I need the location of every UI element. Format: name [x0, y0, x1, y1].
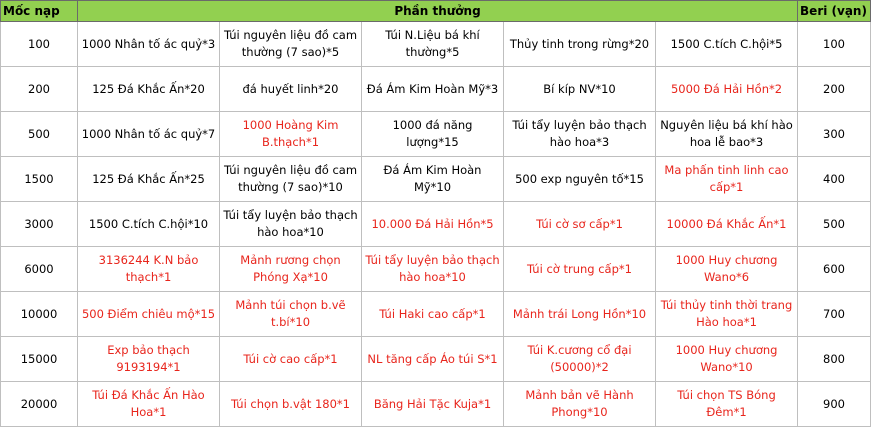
table-row	[1, 247, 871, 292]
beri-cell: 900	[798, 382, 871, 427]
header-row	[1, 1, 871, 22]
reward-cell: 500 exp nguyên tố*15	[504, 157, 656, 202]
moc-nap-cell: 100	[1, 22, 78, 67]
header-beri: Beri (vạn)	[798, 1, 871, 22]
beri-cell: 100	[798, 22, 871, 67]
reward-cell: Nguyên liệu bá khí hào hoa lễ bao*3	[656, 112, 798, 157]
reward-cell: Túi tẩy luyện bảo thạch hào hoa*10	[362, 247, 504, 292]
reward-cell: 3136244 K.N bảo thạch*1	[78, 247, 220, 292]
reward-cell: Túi nguyên liệu đồ cam thường (7 sao)*5	[220, 22, 362, 67]
reward-cell: 1500 C.tích C.hội*10	[78, 202, 220, 247]
reward-cell: Túi tẩy luyện bảo thạch hào hoa*10	[220, 202, 362, 247]
table-row	[1, 382, 871, 427]
header-moc-nap: Mốc nạp	[1, 1, 78, 22]
reward-cell: Mảnh rương chọn Phóng Xạ*10	[220, 247, 362, 292]
reward-cell: Đá Ám Kim Hoàn Mỹ*10	[362, 157, 504, 202]
moc-nap-cell: 20000	[1, 382, 78, 427]
reward-cell: Túi cờ trung cấp*1	[504, 247, 656, 292]
reward-cell: Đá Ám Kim Hoàn Mỹ*3	[362, 67, 504, 112]
reward-cell: 1000 Huy chương Wano*6	[656, 247, 798, 292]
moc-nap-cell: 10000	[1, 292, 78, 337]
beri-cell: 400	[798, 157, 871, 202]
reward-cell: Túi thủy tinh thời trang Hào hoa*1	[656, 292, 798, 337]
table-row	[1, 202, 871, 247]
table-body	[1, 22, 871, 427]
reward-cell: Băng Hải Tặc Kuja*1	[362, 382, 504, 427]
reward-cell: 1000 Nhân tố ác quỷ*3	[78, 22, 220, 67]
reward-cell: Túi N.Liệu bá khí thường*5	[362, 22, 504, 67]
reward-cell: Mảnh túi chọn b.vẽ t.bí*10	[220, 292, 362, 337]
table-row	[1, 67, 871, 112]
reward-cell: 1000 Huy chương Wano*10	[656, 337, 798, 382]
reward-cell: NL tăng cấp Áo túi S*1	[362, 337, 504, 382]
header-phan-thuong: Phần thưởng	[78, 1, 798, 22]
reward-cell: Túi Đá Khắc Ấn Hào Hoa*1	[78, 382, 220, 427]
beri-cell: 500	[798, 202, 871, 247]
table-row	[1, 337, 871, 382]
table-row	[1, 157, 871, 202]
moc-nap-cell: 6000	[1, 247, 78, 292]
beri-cell: 700	[798, 292, 871, 337]
beri-cell: 600	[798, 247, 871, 292]
reward-cell: Túi cờ cao cấp*1	[220, 337, 362, 382]
reward-cell: Túi chọn TS Bóng Đêm*1	[656, 382, 798, 427]
reward-cell: 1500 C.tích C.hội*5	[656, 22, 798, 67]
reward-cell: Túi chọn b.vật 180*1	[220, 382, 362, 427]
table-row	[1, 22, 871, 67]
reward-cell: Bí kíp NV*10	[504, 67, 656, 112]
reward-cell: Túi K.cương cổ đại (50000)*2	[504, 337, 656, 382]
reward-cell: Exp bảo thạch 9193194*1	[78, 337, 220, 382]
reward-cell: Túi Haki cao cấp*1	[362, 292, 504, 337]
beri-cell: 300	[798, 112, 871, 157]
moc-nap-cell: 3000	[1, 202, 78, 247]
reward-cell: 125 Đá Khắc Ấn*20	[78, 67, 220, 112]
table-row	[1, 112, 871, 157]
reward-cell: Thủy tinh trong rừng*20	[504, 22, 656, 67]
moc-nap-cell: 15000	[1, 337, 78, 382]
reward-cell: 125 Đá Khắc Ấn*25	[78, 157, 220, 202]
moc-nap-cell: 200	[1, 67, 78, 112]
reward-cell: Ma phấn tinh linh cao cấp*1	[656, 157, 798, 202]
reward-cell: Túi tẩy luyện bảo thạch hào hoa*3	[504, 112, 656, 157]
moc-nap-cell: 500	[1, 112, 78, 157]
reward-cell: Mảnh trái Long Hồn*10	[504, 292, 656, 337]
reward-cell: 10000 Đá Khắc Ấn*1	[656, 202, 798, 247]
table-row	[1, 292, 871, 337]
beri-cell: 200	[798, 67, 871, 112]
reward-cell: 500 Điểm chiêu mộ*15	[78, 292, 220, 337]
reward-cell: 1000 Nhân tố ác quỷ*7	[78, 112, 220, 157]
reward-cell: Túi nguyên liệu đồ cam thường (7 sao)*10	[220, 157, 362, 202]
reward-cell: Túi cờ sơ cấp*1	[504, 202, 656, 247]
reward-cell: đá huyết linh*20	[220, 67, 362, 112]
reward-cell: 5000 Đá Hải Hồn*2	[656, 67, 798, 112]
reward-cell: 1000 Hoàng Kim B.thạch*1	[220, 112, 362, 157]
reward-cell: 1000 đá năng lượng*15	[362, 112, 504, 157]
reward-cell: Mảnh bản vẽ Hành Phong*10	[504, 382, 656, 427]
beri-cell: 800	[798, 337, 871, 382]
moc-nap-cell: 1500	[1, 157, 78, 202]
reward-cell: 10.000 Đá Hải Hồn*5	[362, 202, 504, 247]
